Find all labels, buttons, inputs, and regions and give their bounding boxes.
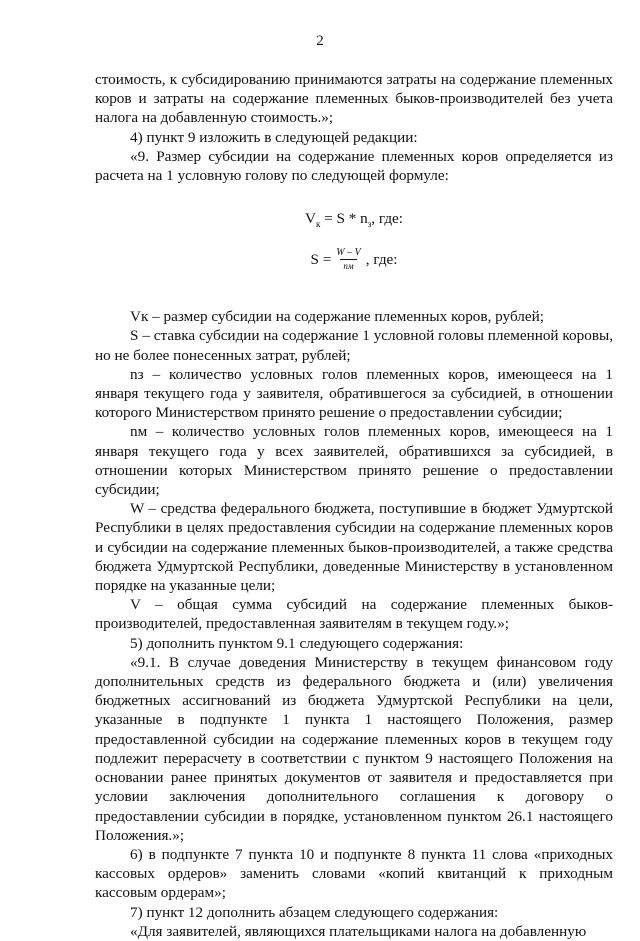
- document-body: [95, 70, 613, 941]
- formula-vk: $V_к = S * n_з$, где:: [304, 210, 404, 230]
- paragraph-item-7: 7) пункт 12 дополнить абзацем следующего содержания:: [130, 903, 499, 921]
- fraction: $\frac{W - V}{nм}$: [336, 246, 361, 271]
- paragraph-item-4: 4) пункт 9 изложить в следующей редакции:: [130, 128, 418, 146]
- paragraph-item-5: 5) дополнить пунктом 9.1 следующего содержания:: [130, 634, 464, 652]
- paragraph-continuation: стоимость, к субсидированию принимаются затраты на содержание племенных коров и затраты на содержание племенных быков-производителей без учета налога на добавленную стоимость.»;: [95, 71, 613, 127]
- definition-w: W – средства федерального бюджета, поступившие в бюджет Удмуртской Республики в целях предоставления субсидии на содержание племенных коров и субсидии на содержание племенных быков-производителей, а также средства бюджета Удмуртской Республики, доведенные Министерству в установленном порядке на указанные цели;: [95, 500, 613, 595]
- definition-nz: nз – количество условных голов племенных коров, имеющееся на 1 января текущего года у заявителя, обратившегося за субсидией, в отношении которого Министерством принято решение о предоставлении субсидии;: [95, 365, 613, 422]
- definition-v: V – общая сумма субсидий на содержание племенных быков-производителей, предоставленная заявителям в текущем году.»;: [95, 596, 613, 633]
- formula-s: S = $\frac{W - V}{nм}$ , где:: [310, 246, 398, 271]
- definition-vk: Vк – размер субсидии на содержание племенных коров, рублей;: [130, 308, 544, 326]
- definition-s: S – ставка субсидии на содержание 1 условной головы племенной коровы, но не более понесенных затрат, рублей;: [95, 327, 613, 364]
- paragraph-point-9: «9. Размер субсидии на содержание племенных коров определяется из расчета на 1 условную голову по следующей формуле:: [95, 147, 613, 185]
- page-number: 2: [316, 33, 324, 49]
- paragraph-point-9-1: «9.1. В случае доведения Министерству в текущем финансовом году дополнительных средств из федерального бюджета и (или) увеличения бюджетных ассигнований из бюджета Удмуртской Республики на цели, указанные в подпункте 1 пункта 1 настоящего Положения, размер предоставленной субсидии на содержание племенных коров в текущем году подлежит перерасчету в соответствии с пунктом 9 настоящего Положения на основании ранее принятых документов от заявителя и предоставляется при условии заключения дополнительного соглашения к договору о предоставлении субсидии в порядке, установленном пунктом 26.1 настоящего Положения.»;: [95, 653, 613, 844]
- paragraph-new-abzac: «Для заявителей, являющихся плательщиками налога на добавленную: [130, 922, 587, 940]
- paragraph-item-6: 6) в подпункте 7 пункта 10 и подпункте 8 пункта 11 слова «приходных кассовых ордеров» заменить словами «копий квитанций к приходным кассовым ордерам»;: [95, 845, 613, 902]
- definition-nm: nм – количество условных голов племенных коров, имеющееся на 1 января текущего года у всех заявителей, обратившихся за субсидией, в отношении которых Министерством принято решение о предоставлении субсидии;: [95, 423, 613, 499]
